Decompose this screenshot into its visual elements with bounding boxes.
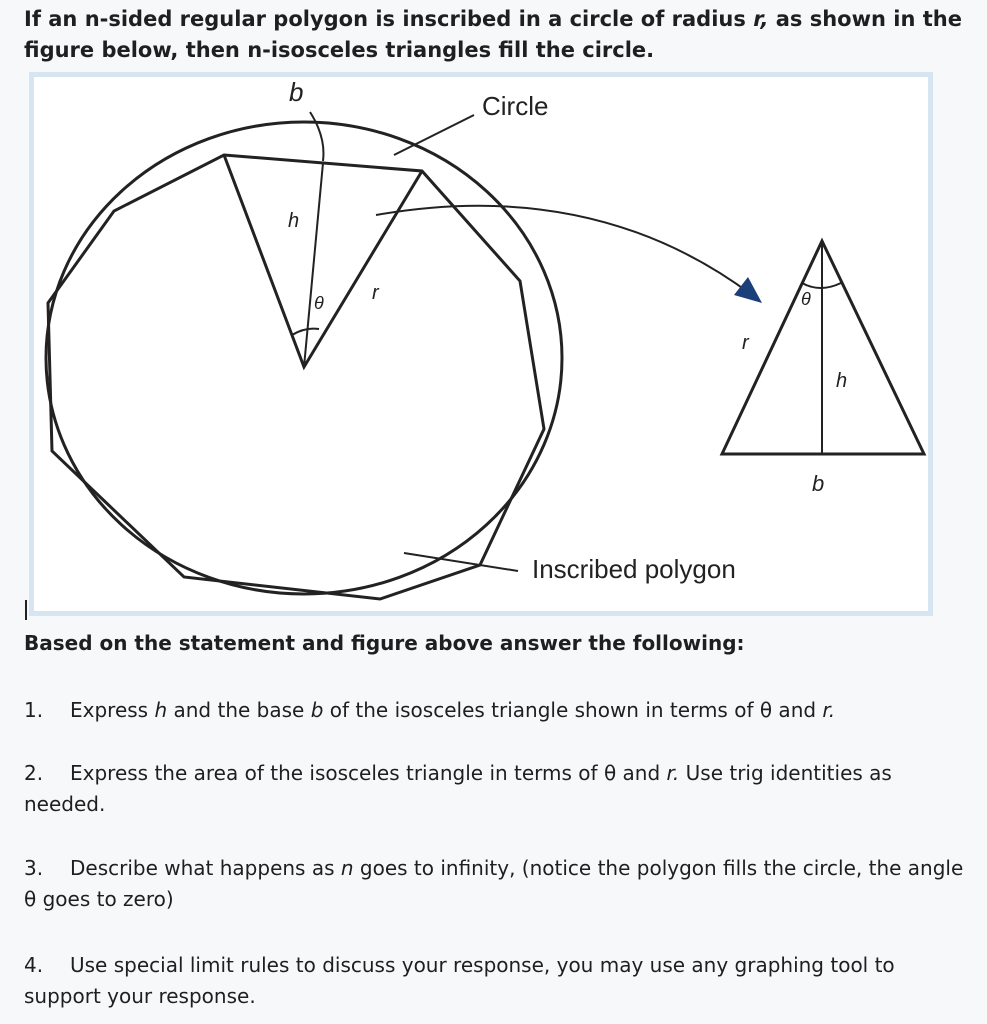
label-b-top: b: [289, 77, 304, 107]
arrow-curve: [376, 206, 752, 295]
theta-arc: [292, 329, 319, 335]
q1-h: h: [154, 698, 168, 722]
question-2: [24, 758, 964, 820]
question-3: [24, 853, 964, 915]
intro-r: r,: [753, 7, 769, 31]
polygon-figure: [29, 72, 933, 616]
label-r-small: r: [742, 332, 749, 354]
label-theta-small: θ: [801, 289, 811, 309]
figure-drawing: [34, 77, 938, 621]
q1-text-b: and the base: [167, 698, 311, 722]
q2-number: 2.: [24, 761, 44, 785]
label-theta: θ: [314, 293, 324, 313]
label-circle: Circle: [482, 91, 549, 121]
question-1: [24, 695, 964, 726]
text-cursor: [25, 600, 27, 620]
lead-heading: Based on the statement and figure above answer the following:: [24, 631, 745, 655]
q2-text-a: Express the area of the isosceles triangle in terms of θ and: [70, 761, 667, 785]
height-line: [304, 163, 323, 367]
q3-text-a: Describe what happens as: [70, 856, 341, 880]
intro-statement: [24, 4, 964, 66]
intro-part-2: as shown in the figure below, then n-isosceles triangles fill the circle.: [24, 7, 962, 62]
q4-text: Use special limit rules to discuss your response, you may use any graphing tool to support your response.: [24, 953, 895, 1008]
q2-text-b: Use trig identities as needed.: [24, 761, 892, 816]
q4-number: 4.: [24, 953, 44, 977]
q1-text-a: Express: [70, 698, 155, 722]
arrowhead-icon: [734, 277, 762, 303]
q1-b: b: [310, 698, 324, 722]
q1-number: 1.: [24, 698, 44, 722]
b-leader-line: [310, 112, 323, 161]
circle-leader-line: [394, 115, 474, 155]
label-h-small: h: [836, 370, 848, 392]
center-triangle: [224, 155, 422, 367]
q1-text-c: of the isosceles triangle shown in terms of θ and: [323, 698, 823, 722]
q1-r: r.: [822, 698, 836, 722]
q3-text-b: goes to infinity, (notice the polygon fills the circle, the angle θ goes to zero): [24, 856, 964, 911]
question-4: [24, 950, 964, 1012]
label-b-small: b: [812, 471, 825, 496]
q3-number: 3.: [24, 856, 44, 880]
q3-n: n: [340, 856, 354, 880]
label-r: r: [372, 282, 379, 304]
intro-part-1: If an n-sided regular polygon is inscribed in a circle of radius: [24, 7, 754, 31]
label-h: h: [288, 210, 300, 232]
q2-r: r.: [666, 761, 680, 785]
label-inscribed-polygon: Inscribed polygon: [532, 554, 736, 584]
